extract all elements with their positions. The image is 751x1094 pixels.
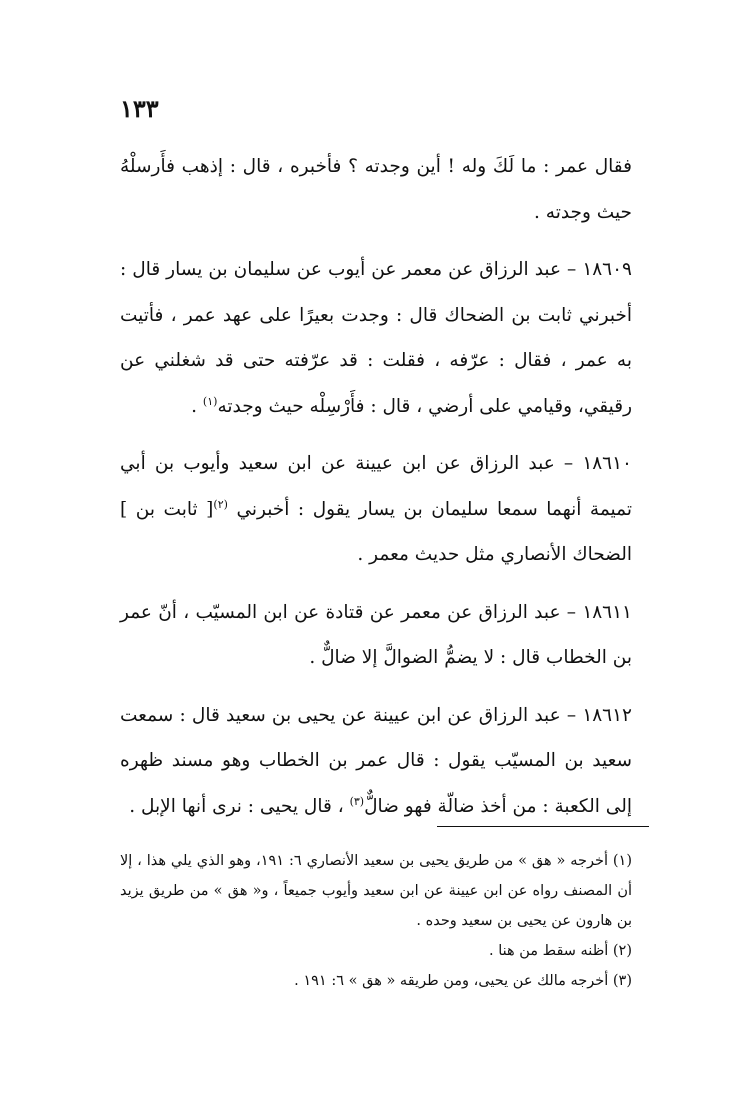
- paragraph-hadith-18610: [120, 441, 632, 578]
- paragraph-text: ١٨٦٠٩ – عبد الرزاق عن معمر عن أيوب عن سليمان بن يسار قال : أخبرني ثابت بن الضحاك قال : وجدت بعيرًا على عهد عمر ، فأتيت به عمر ، فقال : عرّفه ، فقلت : قد عرّفته حتى قد شغلني عن رقيقي، وقيامي على أرضي ، قال : فأَرْسِلْه حيث وجدته: [120, 259, 632, 417]
- footnote-divider: [437, 826, 649, 827]
- paragraph-text: فقال عمر : ما لَكَ وله ! أين وجدته ؟ فأخبره ، قال : إذهب فأَرسلْهُ حيث وجدته .: [120, 156, 632, 223]
- paragraph-tail: ، قال يحيى : نرى أنها الإبل .: [129, 795, 350, 817]
- paragraph-hadith-18611: [120, 590, 632, 681]
- footnote-3: (٣) أخرجه مالك عن يحيى، ومن طريقه « هق » ٦: ١٩١ .: [294, 973, 632, 989]
- paragraph-tail: [ ثابت بن ] الضحاك الأنصاري مثل حديث معمر .: [120, 498, 632, 565]
- paragraph-intro: [120, 144, 632, 235]
- footnote-1: (١) أخرجه « هق » من طريق يحيى بن سعيد الأنصاري ٦: ١٩١، وهو الذي يلي هذا ، إلا أن المصنف رواه عن ابن عيينة عن ابن سعيد وأيوب جميعاً ، و« هق » من طريق يزيد بن هارون عن يحيى بن سعيد وحده .: [120, 853, 632, 929]
- footnote-2: (٢) أظنه سقط من هنا .: [489, 943, 632, 959]
- paragraph-text: ١٨٦١١ – عبد الرزاق عن معمر عن قتادة عن ابن المسيّب ، أنّ عمر بن الخطاب قال : لا يضمُّ الضوالَّ إلا ضالٌّ .: [120, 601, 632, 668]
- paragraph-hadith-18612: [120, 693, 632, 830]
- paragraph-text: ١٨٦١٢ – عبد الرزاق عن ابن عيينة عن يحيى بن سعيد قال : سمعت سعيد بن المسيّب يقول : قال عمر بن الخطاب وهو مسند ظهره إلى الكعبة : من أخذ ضالّة فهو ضالٌّ: [120, 704, 632, 817]
- paragraph-text: ١٨٦١٠ – عبد الرزاق عن ابن عيينة عن ابن سعيد وأيوب بن أبي تميمة أنهما سمعا سليمان بن يسار يقول : أخبرني: [120, 453, 632, 520]
- paragraph-hadith-18609: [120, 247, 632, 429]
- main-text: [120, 144, 632, 841]
- footnotes: [120, 846, 632, 996]
- paragraph-tail: .: [191, 395, 203, 417]
- footnote-ref: (٢): [213, 497, 228, 511]
- footnote-ref: (٣): [349, 794, 365, 808]
- page-number: ١٣٣: [120, 94, 159, 123]
- footnote-ref: (١): [202, 394, 218, 408]
